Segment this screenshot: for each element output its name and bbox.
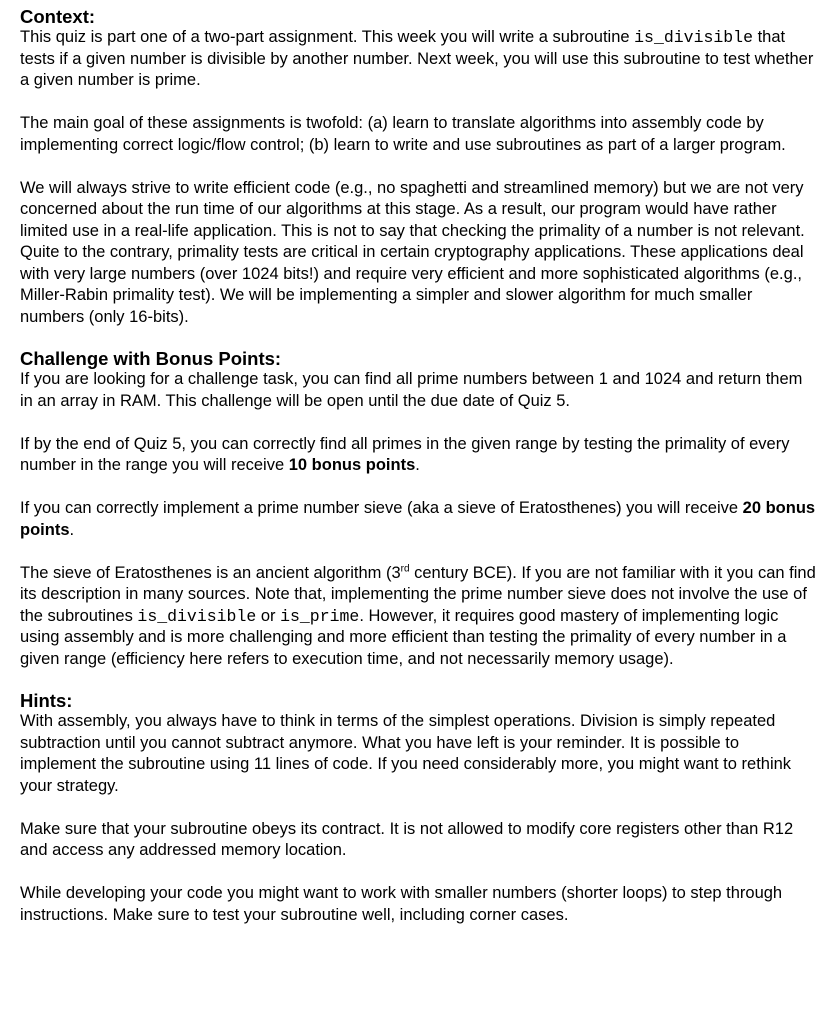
context-paragraph-1 — [20, 27, 816, 92]
hints-paragraph-3: While developing your code you might want to work with smaller numbers (shorter loops) to step through instructions. Make sure to test your subroutine well, including corner cases. — [20, 884, 783, 924]
challenge-p2-text-2: . — [415, 456, 420, 474]
challenge-paragraph-1: If you are looking for a challenge task, you can find all prime numbers between 1 and 1024 and return them in an array in RAM. This challenge will be open until the due date of Quiz 5. — [20, 370, 803, 410]
challenge-p4-text-4: . However, it requires good mastery of implementing logic using assembly and is more challenging and more efficient than testing the primality of every number in a given range (efficiency here refers to execution time, and not necessarily memory usage). — [20, 606, 787, 668]
is-divisible-code: is_divisible — [137, 606, 257, 626]
challenge-paragraph-2 — [20, 434, 816, 477]
challenge-p3-text-1: If you can correctly implement a prime number sieve (aka a sieve of Eratosthenes) you will receive — [20, 499, 743, 517]
hints-paragraph-1: With assembly, you always have to think in terms of the simplest operations. Division is simply repeated subtraction until you cannot subtract anymore. What you have left is your reminder. It is possible to implement the subroutine using 11 lines of code. If you need considerably more, you might want to rethink your strategy. — [20, 712, 792, 795]
challenge-paragraph-4 — [20, 563, 816, 671]
challenge-p4-text-3: or — [256, 606, 281, 625]
is-divisible-code: is_divisible — [634, 28, 753, 47]
context-heading: Context: — [20, 6, 96, 27]
challenge-paragraph-3 — [20, 498, 816, 541]
context-paragraph-3: We will always strive to write efficient code (e.g., no spaghetti and streamlined memory) but we are not very concerned about the run time of our algorithms at this stage. As a result, our program would have rather limited use in a real-life application. This is not to say that checking the primality of a number is not relevant. Quite to the contrary, primality tests are critical in certain cryptography applications. These applications deal with very large numbers (over 1024 bits!) and require very efficient and more sophisticated algorithms (e.g., Miller-Rabin primality test). We will be implementing a simpler and slower algorithm for much smaller numbers (only 16-bits). — [20, 178, 805, 326]
context-p1-text-1: This quiz is part one of a two-part assignment. This week you will write a subroutine — [20, 28, 635, 46]
ordinal-superscript: rd — [400, 563, 410, 574]
context-paragraph-2: The main goal of these assignments is twofold: (a) learn to translate algorithms into assembly code by implementing correct logic/flow control; (b) learn to write and use subroutines as part of a larger program. — [20, 114, 786, 154]
challenge-p3-text-2: . — [69, 520, 75, 539]
twenty-bonus-points: 20 bonus points — [20, 499, 816, 539]
hints-heading: Hints: — [20, 690, 73, 711]
ten-bonus-points: 10 bonus points — [288, 456, 416, 474]
challenge-p4-text-2: century BCE). If you are not familiar with it you can find its description in many sources. Note that, implementing the prime number sieve does not involve the use of the subroutines — [20, 563, 816, 625]
context-p1-text-2: that tests if a given number is divisible by another number. Next week, you will use this subroutine to test whether a given number is prime. — [20, 28, 814, 89]
hints-paragraph-2: Make sure that your subroutine obeys its contract. It is not allowed to modify core registers other than R12 and access any addressed memory location. — [20, 819, 794, 859]
challenge-p4-text-1: The sieve of Eratosthenes is an ancient algorithm (3 — [20, 563, 401, 582]
challenge-heading: Challenge with Bonus Points: — [20, 348, 282, 369]
challenge-p2-text-1: If by the end of Quiz 5, you can correctly find all primes in the given range by testing the primality of every number in the range you will receive — [20, 434, 790, 474]
is-prime-code: is_prime — [280, 606, 360, 626]
